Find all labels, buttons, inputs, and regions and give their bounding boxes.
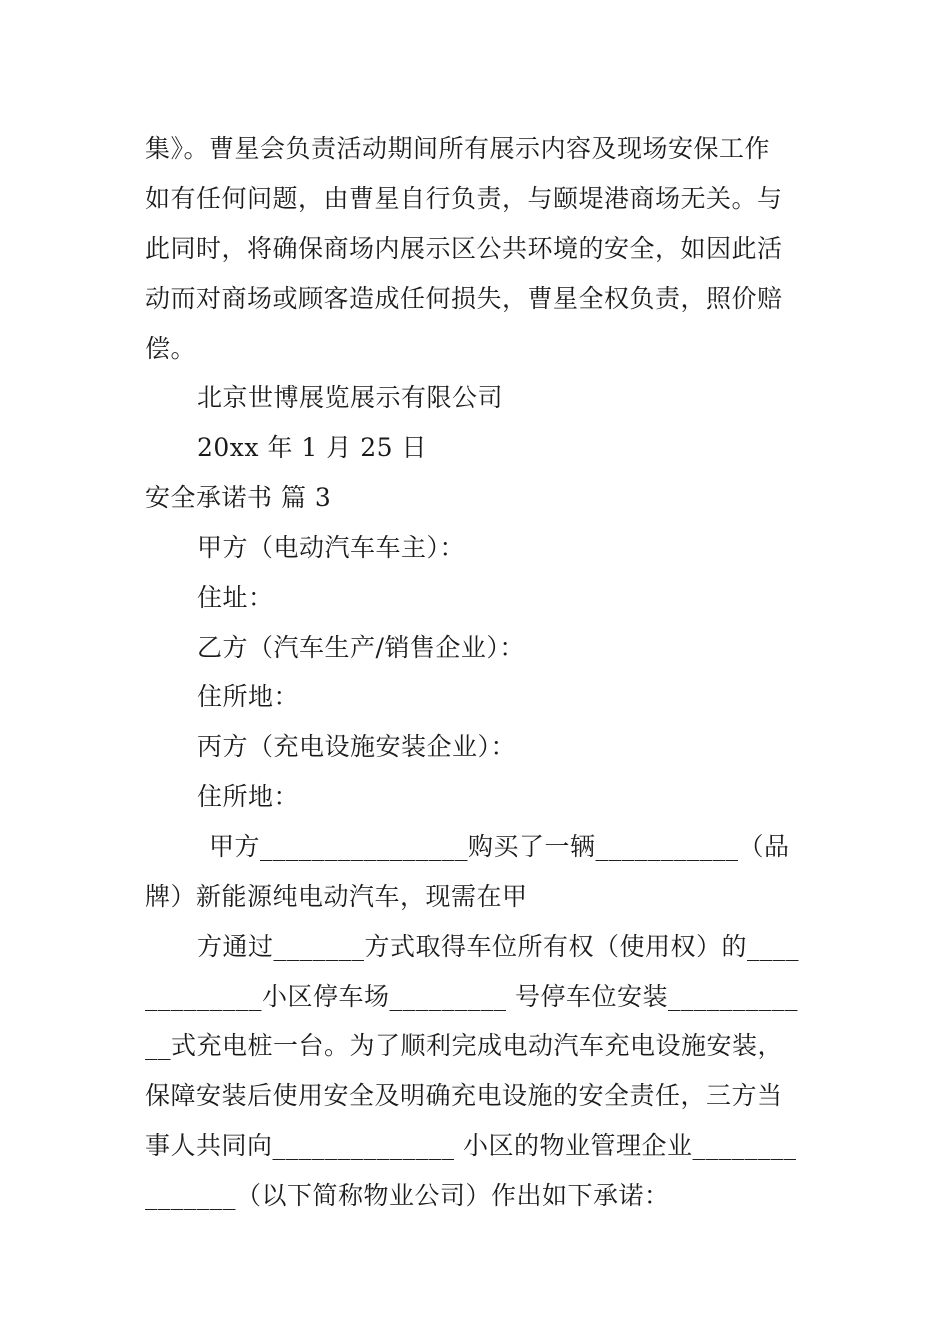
party-a-address: 住址： (197, 583, 274, 612)
body-line-19: __式充电桩一台。为了顺利完成电动汽车充电设施安装， (145, 1031, 784, 1060)
body-line-4: 动而对商场或顾客造成任何损失，曹星全权负责，照价赔 (145, 284, 783, 313)
date-line: 20xx 年 1 月 25 日 (197, 433, 427, 462)
body-line-2: 如有任何问题，由曹星自行负责，与颐堤港商场无关。与 (145, 184, 783, 213)
body-line-5: 偿。 (145, 334, 197, 363)
body-line-17: 方通过_______方式取得车位所有权（使用权）的____ (197, 932, 800, 961)
body-line-1: 集》。曹星会负责活动期间所有展示内容及现场安保工作 (145, 134, 771, 163)
body-line-21: 事人共同向______________ 小区的物业管理企业________ (145, 1131, 797, 1160)
party-a-label: 甲方（电动汽车车主）： (197, 533, 466, 562)
party-b-label: 乙方（汽车生产/销售企业）： (197, 633, 525, 662)
body-line-16: 牌）新能源纯电动汽车，现需在甲 (145, 882, 528, 911)
body-line-15: 甲方________________购买了一辆___________（品 (209, 832, 790, 861)
section-heading: 安全承诺书 篇 3 (145, 483, 332, 512)
party-c-label: 丙方（充电设施安装企业）： (197, 732, 517, 761)
body-line-18: _________小区停车场_________ 号停车位安装__________ (145, 982, 798, 1011)
body-line-22: _______（以下简称物业公司）作出如下承诺： (145, 1181, 670, 1210)
body-line-3: 此同时，将确保商场内展示区公共环境的安全，如因此活 (145, 234, 783, 263)
party-b-address: 住所地： (197, 682, 300, 711)
party-c-address: 住所地： (197, 782, 300, 811)
body-line-20: 保障安装后使用安全及明确充电设施的安全责任，三方当 (145, 1081, 783, 1110)
company-name: 北京世博展览展示有限公司 (197, 383, 504, 412)
